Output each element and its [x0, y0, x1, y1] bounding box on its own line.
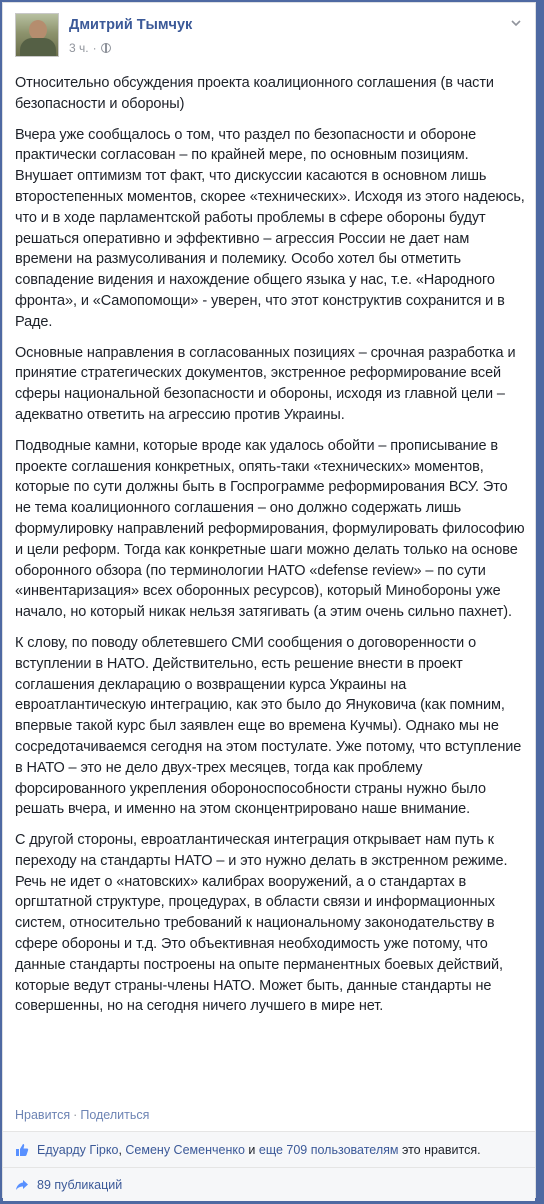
- meta-separator: ·: [92, 41, 97, 55]
- post-paragraph: Подводные камни, которые вроде как удалось обойти – прописывание в проекте соглашения конкретных, опять-таки «технических» моментов, которые по сути должны быть в Госпрограмме реформирования ВСУ. Это не тема коалиционного соглашения – оно должно содержать лишь формулировку направлений реформирования, формулировать философию и цели реформ. Тогда как конкретные шаги можно делать только на основе оборонного обзора (по терминологии НАТО «defense review» – по сути «инвентаризация» всех оборонных ресурсов), который Минобороны уже начало, но который никак нельзя затягивать (а этим очень сильно пахнет).: [15, 437, 525, 621]
- liker-name-1[interactable]: Едуарду Гірко: [37, 1142, 119, 1157]
- author-name[interactable]: Дмитрий Тымчук: [69, 17, 193, 33]
- share-link[interactable]: Поделиться: [80, 1108, 150, 1122]
- likes-suffix: это нравится.: [401, 1142, 481, 1157]
- share-icon: [15, 1178, 29, 1192]
- action-separator: ·: [73, 1108, 78, 1122]
- chevron-down-icon[interactable]: [509, 17, 523, 31]
- post-paragraph: К слову, по поводу облетевшего СМИ сообщения о договоренности о вступлении в НАТО. Действительно, есть решение внести в проект соглашения декларацию о возвращении курса Украины на евроатлантическую интеграцию, как это было до Януковича (как помним, впервые такой курс был заявлен еще во времена Кучмы). Однако мы не сосредотачиваемся сегодня на этом постулате. Уже потому, что вступление в НАТО – это не дело двух-трех месяцев, тогда как проблему форсированного укрепления обороноспособности страны нужно было решать вчера, и именно на этом сконцентрировано наше внимание.: [15, 634, 522, 818]
- shares-summary: [3, 1167, 535, 1201]
- post-paragraph: Относительно обсуждения проекта коалиционного соглашения (в части безопасности и обороны): [15, 75, 494, 112]
- post-paragraph: Основные направления в согласованных позициях – срочная разработка и принятие стратегических документов, экстренное реформирование всей сферы национальной безопасности и обороны, исходя из главной цели – адекватно ответить на агрессию против Украины.: [15, 344, 516, 423]
- post-body: [15, 73, 527, 1027]
- liker-name-2[interactable]: Семену Семенченко: [125, 1142, 245, 1157]
- likes-summary: [3, 1131, 535, 1167]
- post-paragraph: Вчера уже сообщалось о том, что раздел по безопасности и обороне практически согласован – по крайней мере, по основным позициям. Внушает оптимизм тот факт, что дискуссии касаются в основном лишь второстепенных моментов, скорее «технических». Исходя из этого надеюсь, что и в ходе парламентской работы проблемы в сфере обороны будут решаться оперативно и эффективно – агрессия России не дает нам времени на размусоливания и полемику. Особо хотел бы отметить совпадение видения и нахождение общего языка у нас, т.е. «Народного фронта», и «Самопомощи» - уверен, что этот конструктив сохранится и в Раде.: [15, 126, 525, 330]
- post-time[interactable]: 3 ч.: [69, 41, 89, 55]
- post-header: [15, 13, 523, 61]
- avatar-head: [29, 20, 47, 40]
- post-meta: [69, 41, 111, 55]
- avatar[interactable]: [15, 13, 59, 57]
- likes-and: и: [248, 1142, 256, 1157]
- likes-others-link[interactable]: еще 709 пользователям: [258, 1142, 399, 1157]
- post-actions: [15, 1108, 149, 1122]
- shares-count-link[interactable]: 89 публикаций: [37, 1177, 123, 1192]
- post-paragraph: С другой стороны, евроатлантическая интеграция открывает нам путь к переходу на стандарты НАТО – и это нужно делать в экстренном режиме. Речь не идет о «натовских» калибрах вооружений, а о стандартах в оргштатной структуре, процедурах, в области связи и информационных систем, относительно требований к национальному законодательству в сфере обороны и т.д. Это объективная необходимость уже потому, что данные стандарты построены на опыте перманентных боевых действий, которые ведут страны-члены НАТО. Может быть, данные стандарты не совершенны, но на сегодня ничего лучшего в мире нет.: [15, 832, 508, 1015]
- like-link[interactable]: Нравится: [15, 1108, 71, 1122]
- post-card: [2, 2, 536, 1198]
- avatar-body: [20, 38, 56, 57]
- thumbs-up-icon: [15, 1143, 29, 1157]
- globe-icon[interactable]: [101, 43, 111, 53]
- likes-comma: ,: [118, 1142, 122, 1157]
